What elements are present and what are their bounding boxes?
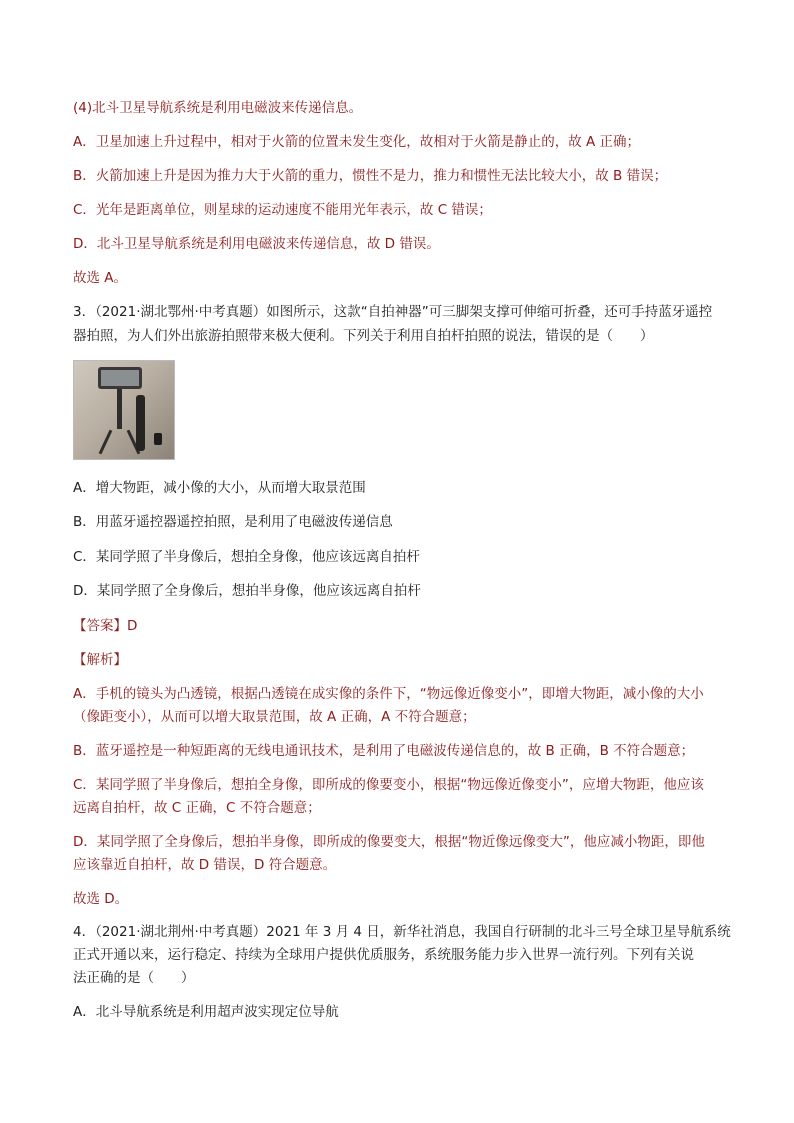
option-d: D．某同学照了全身像后，想拍半身像，他应该远离自拍杆 (73, 583, 421, 599)
option-c: C．某同学照了半身像后，想拍全身像，他应该远离自拍杆 (73, 549, 420, 565)
selfie-stick-image (73, 360, 175, 460)
explanation-a: A．卫星加速上升过程中，相对于火箭的位置未发生变化，故相对于火箭是静止的，故 A 正确； (73, 134, 641, 150)
answer-label: 【答案】D (73, 618, 138, 634)
question-3-stem-cont: 器拍照，为人们外出旅游拍照带来极大便利。下列关于利用自拍杆拍照的说法，错误的是（ ） (73, 328, 654, 344)
phone-shape (98, 367, 142, 389)
remote-shape (154, 433, 162, 445)
choice-result: 故选 A。 (73, 270, 128, 286)
explanation-d: D．北斗卫星导航系统是利用电磁波来传递信息，故 D 错误。 (73, 236, 440, 252)
analysis-d-cont: 应该靠近自拍杆，故 D 错误，D 符合题意。 (73, 857, 337, 873)
analysis-a-cont: （像距变小），从而可以增大取景范围，故 A 正确，A 不符合题意； (73, 709, 476, 725)
solution-text: (4)北斗卫星导航系统是利用电磁波来传递信息。 (73, 100, 363, 116)
question-4-option-a: A．北斗导航系统是利用超声波实现定位导航 (73, 1004, 339, 1020)
question-3-stem: 3．（2021·湖北鄂州·中考真题）如图所示，这款“自拍神器”可三脚架支撑可伸缩可折叠，还可手持蓝牙遥控 (73, 304, 713, 320)
analysis-label: 【解析】 (73, 652, 127, 668)
tripod-leg (99, 430, 113, 455)
option-b: B．用蓝牙遥控器遥控拍照，是利用了电磁波传递信息 (73, 514, 393, 530)
option-a: A．增大物距，减小像的大小，从而增大取景范围 (73, 480, 366, 496)
analysis-b: B．蓝牙遥控是一种短距离的无线电通讯技术，是利用了电磁波传递信息的，故 B 正确，B 不符合题意； (73, 743, 695, 759)
analysis-d: D．某同学照了全身像后，想拍半身像，即所成的像要变大，根据“物近像远像变大”，他应减小物距，即他 (73, 834, 705, 850)
pole-shape (117, 389, 122, 429)
choice-result-3: 故选 D。 (73, 891, 129, 907)
analysis-a: A．手机的镜头为凸透镜，根据凸透镜在成实像的条件下，“物远像近像变小”，即增大物距，减小像的大小 (73, 686, 704, 702)
explanation-b: B．火箭加速上升是因为推力大于火箭的重力，惯性不是力，推力和惯性无法比较大小，故 B 错误； (73, 168, 668, 184)
explanation-c: C．光年是距离单位，则星球的运动速度不能用光年表示，故 C 错误； (73, 202, 492, 218)
folded-stick-shape (136, 395, 145, 451)
question-4-stem-cont: 正式开通以来，运行稳定、持续为全球用户提供优质服务，系统服务能力步入世界一流行列。下列有关说 (73, 947, 694, 963)
analysis-c-cont: 远离自拍杆，故 C 正确，C 不符合题意； (73, 800, 321, 816)
analysis-c: C．某同学照了半身像后，想拍全身像，即所成的像要变小，根据“物远像近像变小”，应增大物距，他应该 (73, 777, 704, 793)
question-4-stem-end: 法正确的是（ ） (73, 970, 195, 986)
question-4-stem: 4．（2021·湖北荆州·中考真题）2021 年 3 月 4 日，新华社消息，我国自行研制的北斗三号全球卫星导航系统 (73, 924, 731, 940)
